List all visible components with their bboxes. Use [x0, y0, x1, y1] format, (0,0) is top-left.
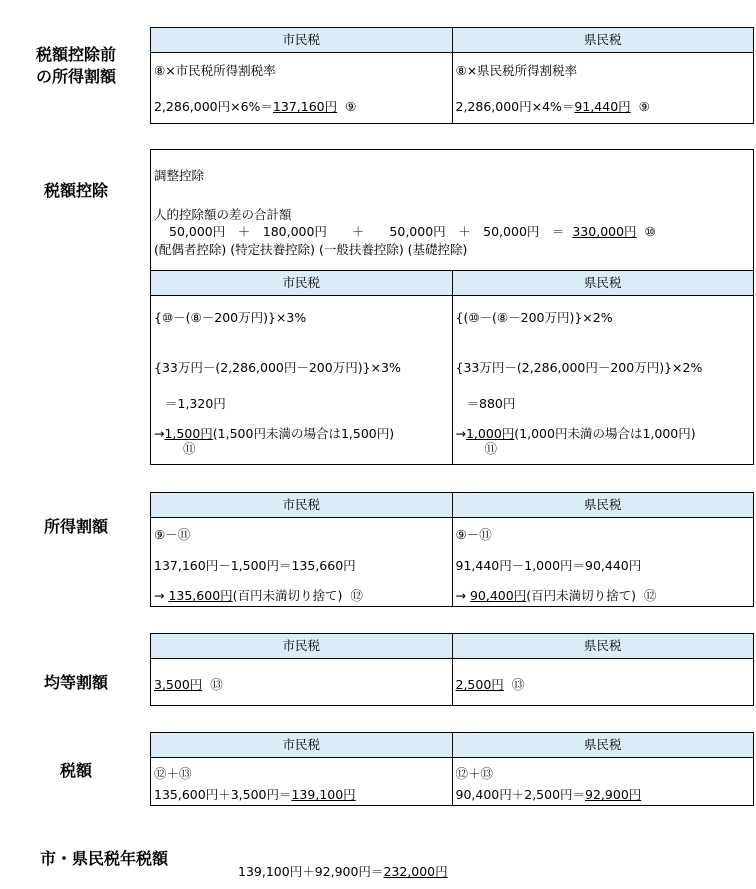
section1-city-calc: 2,286,000円×6%＝	[154, 99, 273, 114]
section3-header	[151, 493, 753, 518]
section2-sum-mark: ⑩	[644, 224, 656, 239]
section2-sum-title: 人的控除額の差の合計額	[154, 207, 292, 222]
pref-tax-header: 県民税	[583, 32, 622, 47]
section3-pref-result-line	[456, 586, 657, 604]
section2-pref-note: (1,000円未満の場合は1,000円)	[514, 426, 696, 441]
section5-label: 税額	[59, 761, 92, 780]
section4-pref-cell	[453, 659, 754, 706]
annual-total-calc: 139,100円＋92,900円＝	[238, 864, 384, 879]
section3-city-note: (百円未満切り捨て)	[232, 588, 343, 603]
pref-tax-header: 県民税	[583, 275, 622, 290]
arrow-icon: →	[154, 588, 169, 603]
section4-city-line	[154, 675, 223, 693]
section1-pref-mark: ⑨	[638, 99, 650, 114]
section1-city-formula: ⑧×市民税所得割税率	[154, 63, 276, 78]
section2-sum-notes: (配偶者控除) (特定扶養控除) (一般扶養控除) (基礎控除)	[154, 242, 468, 257]
section1-city-result: 137,160円	[272, 99, 338, 114]
section2-city-calc: {33万円－(2,286,000円－200万円)}×3%	[154, 360, 401, 375]
section2-sum-result: 330,000円	[572, 224, 637, 239]
section5-pref-formula: ⑫＋⑬	[455, 766, 494, 781]
section3-city-result: 135,600円	[168, 588, 233, 603]
section2-city-equals: ＝1,320円	[165, 396, 226, 411]
section2-pref-calc: {33万円－(2,286,000円－200万円)}×2%	[455, 360, 703, 375]
section4-pref-mark: ⑬	[511, 677, 525, 692]
section1-label-line2: の所得割額	[35, 67, 116, 86]
section4-label: 均等割額	[43, 673, 108, 692]
section1-pref-formula: ⑧×県民税所得割税率	[455, 63, 578, 78]
section3-city-calc: 137,160円－1,500円＝135,660円	[154, 558, 356, 573]
section5-pref-calc: 90,400円＋2,500円＝	[455, 787, 586, 802]
section1-city-calc-line	[154, 97, 356, 115]
section1-label	[20, 44, 132, 88]
section1-city-cell	[151, 53, 453, 124]
section4-pref-result: 2,500円	[455, 677, 504, 692]
section1-header	[151, 28, 753, 53]
section3-pref-result: 90,400円	[469, 588, 527, 603]
section4-pref-line	[456, 675, 525, 693]
section3-city-formula: ⑨－⑪	[154, 527, 191, 542]
section4-city-cell	[151, 659, 453, 706]
section2-pref-result: 1,000円	[465, 426, 515, 441]
city-tax-header: 市民税	[151, 733, 453, 757]
section3-pref-formula: ⑨－⑪	[455, 527, 492, 542]
section2-intro: 調整控除	[154, 168, 205, 183]
pref-tax-header: 県民税	[583, 737, 622, 752]
section3-pref-calc: 91,440円－1,000円＝90,440円	[455, 558, 642, 573]
arrow-icon: →	[455, 426, 466, 441]
section5-pref-calc-line	[456, 785, 642, 803]
section3-table	[150, 492, 754, 607]
section5-city-calc-line	[154, 785, 356, 803]
city-tax-header: 市民税	[151, 634, 453, 658]
section2-city-cell	[151, 296, 453, 465]
section5-city-formula: ⑫＋⑬	[154, 766, 192, 781]
section6-label: 市・県民税年税額	[40, 849, 169, 868]
section2-city-result: 1,500円	[164, 426, 213, 441]
section5-pref-cell	[453, 758, 754, 806]
section3-pref-cell	[453, 518, 754, 607]
section5-table	[150, 732, 754, 806]
section3-city-result-line	[154, 586, 363, 604]
section3-pref-mark: ⑫	[643, 588, 657, 603]
section2-table	[150, 149, 754, 465]
city-tax-header: 市民税	[151, 271, 453, 295]
section1-label-line1: 税額控除前	[35, 45, 116, 64]
section2-intro-area	[151, 150, 753, 270]
section4-city-mark: ⑬	[210, 677, 223, 692]
section1-pref-calc-line	[456, 97, 650, 115]
section1-pref-cell	[453, 53, 754, 124]
section2-pref-equals: ＝880円	[466, 396, 516, 411]
section1-table	[150, 27, 754, 124]
section2-sum-expression: 50,000円 ＋ 180,000円 ＋ 50,000円 ＋ 50,000円 ＝	[169, 224, 565, 239]
section5-header	[151, 733, 753, 758]
section5-pref-result: 92,900円	[585, 787, 642, 802]
section5-city-cell	[151, 758, 453, 806]
section1-city-mark: ⑨	[345, 99, 357, 114]
section3-label: 所得割額	[43, 517, 108, 536]
section2-sum-line	[169, 222, 656, 240]
pref-tax-header: 県民税	[583, 497, 622, 512]
section2-pref-cell	[453, 296, 754, 465]
annual-total-line	[238, 862, 448, 880]
section2-label: 税額控除	[43, 181, 108, 200]
pref-tax-header: 県民税	[583, 638, 622, 653]
section3-city-mark: ⑫	[350, 588, 363, 603]
arrow-icon: →	[455, 588, 470, 603]
city-tax-header: 市民税	[151, 493, 453, 517]
section4-header	[151, 634, 753, 659]
section4-city-result: 3,500円	[154, 677, 203, 692]
city-tax-header: 市民税	[151, 28, 453, 52]
section2-pref-mark: ⑪	[484, 441, 498, 456]
section2-city-note: (1,500円未満の場合は1,500円)	[212, 426, 395, 441]
section5-city-result: 139,100円	[291, 787, 356, 802]
section3-pref-note: (百円未満切り捨て)	[526, 588, 636, 603]
section2-city-formula: {⑩－(⑧－200万円)}×3%	[154, 310, 307, 325]
section1-pref-calc: 2,286,000円×4%＝	[455, 99, 575, 114]
section5-city-calc: 135,600円＋3,500円＝	[154, 787, 292, 802]
section2-city-mark: ⑪	[183, 441, 196, 456]
section2-header	[151, 270, 753, 296]
arrow-icon: →	[154, 426, 165, 441]
section4-table	[150, 633, 754, 706]
section3-city-cell	[151, 518, 453, 607]
section1-pref-result: 91,440円	[574, 99, 631, 114]
section2-pref-formula: {(⑩－(⑧－200万円)}×2%	[455, 310, 613, 325]
annual-total-result: 232,000円	[383, 864, 448, 879]
